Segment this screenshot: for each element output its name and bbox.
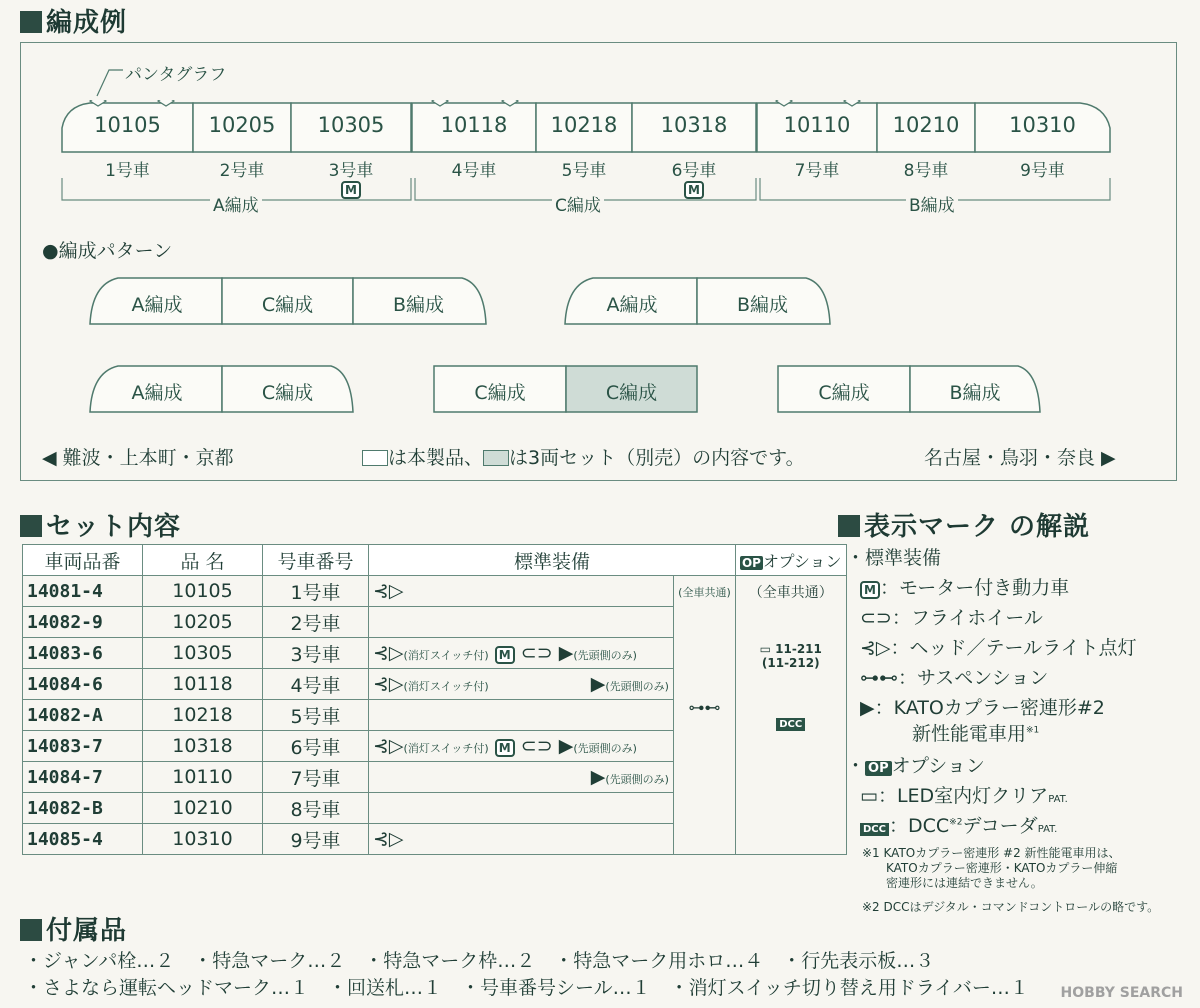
row1-equip xyxy=(369,576,674,607)
set-table xyxy=(22,544,847,855)
opt-common-cell: （全車共通） ▭ 11-211 (11-212) DCC xyxy=(735,576,846,855)
dcc-icon: DCC xyxy=(860,823,889,836)
row8-name: 10210 xyxy=(143,793,263,824)
row4-name: 10118 xyxy=(143,669,263,700)
coupler-icon: ▶ xyxy=(590,673,606,695)
car-number-8: 10210 xyxy=(892,113,960,137)
row6-name: 10318 xyxy=(143,731,263,762)
row9-code: 14085-4 xyxy=(23,824,143,855)
suspension-icon: ⊶⊷ xyxy=(860,667,898,689)
legend-std: ・標準装備 xyxy=(846,547,942,569)
row2-code: 14082-9 xyxy=(23,607,143,638)
car-number-7: 10110 xyxy=(783,113,851,137)
row7-pos: 7号車 xyxy=(263,762,369,793)
car-number-5: 10218 xyxy=(550,113,618,137)
row2-equip xyxy=(369,607,674,638)
row5-equip xyxy=(369,700,674,731)
legend-flywheel: ⊂⊃：フライホイール xyxy=(860,607,1043,629)
row1-pos: 1号車 xyxy=(263,576,369,607)
op-badge-icon: OP xyxy=(741,555,761,570)
direction-right: 名古屋・鳥羽・奈良 ▶ xyxy=(924,447,1116,469)
motor-mark-car3: M xyxy=(341,181,361,199)
row8-code: 14082-B xyxy=(23,793,143,824)
coupler-icon: ▶ xyxy=(558,735,574,757)
note-1b: KATOカプラー密連形・KATOカプラー伸縮 xyxy=(886,861,1118,875)
flywheel-icon: ⊂⊃ xyxy=(520,735,553,757)
car-number-3: 10305 xyxy=(317,113,385,137)
row6-code: 14083-7 xyxy=(23,731,143,762)
car-pos-1: 1号車 xyxy=(105,161,150,181)
row9-pos: 9号車 xyxy=(263,824,369,855)
car-number-2: 10205 xyxy=(208,113,276,137)
watermark: HOBBY SEARCH xyxy=(1058,985,1186,1001)
pattern-title: ●編成パターン xyxy=(42,240,173,262)
row8-pos: 8号車 xyxy=(263,793,369,824)
car-pos-8: 8号車 xyxy=(903,161,949,181)
pattern3-car1: A編成 xyxy=(131,382,183,404)
led-light-icon: ▭ 11-211 xyxy=(759,642,822,656)
light-icon: ⊰▷ xyxy=(373,828,404,850)
direction-left: ◀ 難波・上本町・京都 xyxy=(42,447,234,469)
formation-title: 編成例 xyxy=(20,2,127,39)
legend-light: ⊰▷：ヘッド／テールライト点灯 xyxy=(860,637,1137,659)
legend-coupler: ▶：KATOカプラー密連形#2 xyxy=(860,697,1105,719)
row5-code: 14082-A xyxy=(23,700,143,731)
legend-suspension: ⊶⊷：サスペンション xyxy=(860,667,1049,689)
car-number-1: 10105 xyxy=(94,113,161,137)
light-icon: ⊰▷ xyxy=(373,580,404,602)
row1-code: 14081-4 xyxy=(23,576,143,607)
note-2: ※2 DCCはデジタル・コマンドコントロールの略です。 xyxy=(862,900,1160,914)
header-std: 標準装備 xyxy=(369,545,736,576)
header-opt: OP オプション xyxy=(735,545,846,576)
row8-equip xyxy=(369,793,674,824)
row3-pos: 3号車 xyxy=(263,638,369,669)
motor-icon: M xyxy=(495,739,515,757)
set-title: セット内容 xyxy=(20,506,181,543)
led-light-icon: ▭ xyxy=(860,785,878,807)
row3-name: 10305 xyxy=(143,638,263,669)
accessories-line2: ・さよなら運転ヘッドマーク…１ ・回送札…１ ・号車番号シール…１ ・消灯スイッチ切り替え用ドライバー…１ xyxy=(24,977,1029,999)
pattern1-car2: C編成 xyxy=(261,294,314,316)
note-1c: 密連形には連結できません。 xyxy=(886,876,1043,890)
coupler-icon: ▶ xyxy=(558,642,574,664)
light-icon: ⊰▷ xyxy=(373,735,404,757)
row7-code: 14084-7 xyxy=(23,762,143,793)
row9-equip xyxy=(369,824,674,855)
flywheel-icon: ⊂⊃ xyxy=(520,642,553,664)
car-pos-6: 6号車 xyxy=(671,161,717,181)
car-pos-4: 4号車 xyxy=(451,161,497,181)
own-product-swatch xyxy=(362,450,388,466)
pattern2-car2: B編成 xyxy=(736,294,789,316)
row3-code: 14083-6 xyxy=(23,638,143,669)
op-badge-icon: OP xyxy=(865,761,892,776)
coupler-icon: ▶ xyxy=(590,766,606,788)
legend-dcc: DCC ：DCC$^{※2}$デコーダPAT. xyxy=(860,811,1057,838)
row3-equip: ⊰▷(消灯スイッチ付) M ⊂⊃ ▶(先頭側のみ) xyxy=(369,638,674,669)
flywheel-icon: ⊂⊃ xyxy=(860,607,892,629)
accessories-title: 付属品 xyxy=(20,910,127,947)
light-icon: ⊰▷ xyxy=(373,673,404,695)
light-icon: ⊰▷ xyxy=(373,642,404,664)
row4-equip: ⊰▷(消灯スイッチ付) ▶(先頭側のみ) xyxy=(369,669,674,700)
title-square-icon xyxy=(20,919,42,941)
row5-pos: 5号車 xyxy=(263,700,369,731)
row7-equip: ▶(先頭側のみ) xyxy=(369,762,674,793)
row4-pos: 4号車 xyxy=(263,669,369,700)
title-square-icon xyxy=(20,11,42,33)
formation-label-c: C編成 xyxy=(552,191,604,216)
pattern5-car1: C編成 xyxy=(818,382,870,404)
note-1a: ※1 KATOカプラー密連形 #2 新性能電車用は、 xyxy=(862,846,1121,860)
row4-code: 14084-6 xyxy=(23,669,143,700)
legend-motor: M ：モーター付き動力車 xyxy=(860,573,1069,600)
title-square-icon xyxy=(838,515,860,537)
light-icon: ⊰▷ xyxy=(860,637,891,659)
row5-name: 10218 xyxy=(143,700,263,731)
title-square-icon xyxy=(20,515,42,537)
pattern1-car1: A編成 xyxy=(131,294,183,316)
row2-name: 10205 xyxy=(143,607,263,638)
car-number-9: 10310 xyxy=(1009,113,1076,137)
legend-coupler2: 新性能電車用$^{※1}$ xyxy=(912,723,1040,745)
car-number-4: 10118 xyxy=(440,113,508,137)
std-common-cell: (全車共通) ⊶⊷ xyxy=(673,576,735,855)
pattern3-car2: C編成 xyxy=(261,382,314,404)
coupler-icon: ▶ xyxy=(860,697,875,719)
formation-label-b: B編成 xyxy=(906,191,958,216)
pattern-note: は本製品、 は3両セット（別売）の内容です。 xyxy=(362,443,805,470)
row7-name: 10110 xyxy=(143,762,263,793)
car-pos-5: 5号車 xyxy=(561,161,607,181)
formation-label-a: A編成 xyxy=(210,191,262,216)
suspension-icon: ⊶⊷ xyxy=(688,698,721,717)
pattern2-car1: A編成 xyxy=(606,294,658,316)
row6-equip: ⊰▷(消灯スイッチ付) M ⊂⊃ ▶(先頭側のみ) xyxy=(369,731,674,762)
header-pos: 号車番号 xyxy=(263,545,369,576)
car-pos-7: 7号車 xyxy=(794,161,840,181)
motor-mark-car6: M xyxy=(684,181,704,199)
header-name: 品 名 xyxy=(143,545,263,576)
pattern4-car1: C編成 xyxy=(474,382,526,404)
dcc-icon: DCC xyxy=(740,710,842,732)
row6-pos: 6号車 xyxy=(263,731,369,762)
car-number-6: 10318 xyxy=(660,113,728,137)
row2-pos: 2号車 xyxy=(263,607,369,638)
pattern4-car2: C編成 xyxy=(605,382,658,404)
legend-led: ▭：LED室内灯クリアPAT. xyxy=(860,785,1068,807)
row1-name: 10105 xyxy=(143,576,263,607)
header-code: 車両品番 xyxy=(23,545,143,576)
car-pos-9: 9号車 xyxy=(1020,161,1065,181)
accessories-line1: ・ジャンパ栓…２ ・特急マーク…２ ・特急マーク枠…２ ・特急マーク用ホロ…４ ・行先表示板…３ xyxy=(24,950,935,972)
car-pos-2: 2号車 xyxy=(219,161,265,181)
motor-icon: M xyxy=(495,646,515,664)
row9-name: 10310 xyxy=(143,824,263,855)
pantograph-label: パンタグラフ xyxy=(125,65,227,85)
motor-icon: M xyxy=(860,581,880,599)
legend-opt: ・ OP オプション xyxy=(846,755,985,777)
pattern1-car3: B編成 xyxy=(392,294,445,316)
pattern5-car2: B編成 xyxy=(949,382,1001,404)
car-pos-3: 3号車 xyxy=(328,161,374,181)
legend-title: 表示マーク の解説 xyxy=(838,506,1090,543)
separate-set-swatch xyxy=(483,450,509,466)
